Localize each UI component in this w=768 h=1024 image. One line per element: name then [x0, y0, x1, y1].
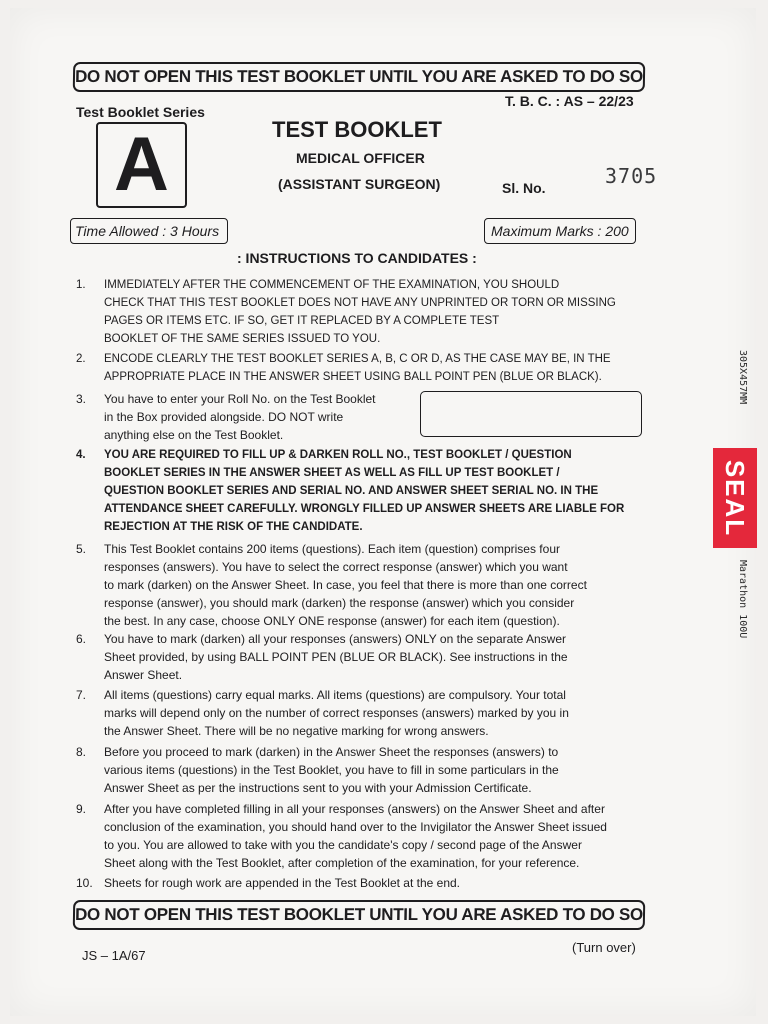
instruction-line: YOU ARE REQUIRED TO FILL UP & DARKEN ROLL NO., TEST BOOKLET / QUESTION	[104, 449, 572, 461]
instruction-number: 7.	[76, 688, 87, 702]
instruction-line: conclusion of the examination, you should hand over to the Invigilator the Answer Sheet issued	[104, 820, 607, 834]
instruction-number: 10.	[76, 876, 93, 890]
instruction-line: ATTENDANCE SHEET CAREFULLY. WRONGLY FILLED UP ANSWER SHEETS ARE LIABLE FOR	[104, 503, 625, 515]
time-allowed-box: Time Allowed : 3 Hours	[70, 218, 228, 244]
post-detail: (ASSISTANT SURGEON)	[278, 176, 441, 192]
post-name: MEDICAL OFFICER	[296, 150, 425, 166]
instruction-number: 6.	[76, 632, 87, 646]
instruction-text	[104, 874, 670, 892]
series-label: Test Booklet Series	[76, 104, 205, 120]
instruction-line: QUESTION BOOKLET SERIES AND SERIAL NO. AND ANSWER SHEET SERIAL NO. IN THE	[104, 485, 599, 497]
seal-sticker	[713, 448, 757, 548]
instruction-number: 2.	[76, 353, 86, 365]
serial-number-value: 3705	[605, 164, 658, 188]
instruction-line: to you. You are allowed to take with you the candidate's copy / second page of the Answer	[104, 838, 582, 852]
instruction-number: 4.	[76, 449, 86, 461]
footer-code: JS – 1A/67	[82, 948, 146, 963]
instruction-line: Answer Sheet.	[104, 668, 183, 682]
instruction-line: PAGES OR ITEMS ETC. IF SO, GET IT REPLACED BY A COMPLETE TEST	[104, 315, 500, 327]
instruction-text	[104, 276, 670, 348]
instruction-text	[104, 350, 670, 386]
maximum-marks-box: Maximum Marks : 200	[484, 218, 636, 244]
booklet-title: TEST BOOKLET	[272, 117, 442, 142]
instruction-text	[104, 390, 424, 444]
instruction-line: All items (questions) carry equal marks. All items (questions) are compulsory. Your total	[104, 688, 566, 702]
instruction-text	[104, 630, 670, 684]
instruction-line: response (answer), you should mark (darken) the response (answer) which you consider	[104, 596, 575, 610]
instruction-number: 5.	[76, 542, 87, 556]
turn-over-label: (Turn over)	[572, 940, 636, 955]
instruction-line: various items (questions) in the Test Booklet, you have to fill in some particulars in the	[104, 763, 559, 777]
instruction-text	[104, 686, 670, 740]
tbc-code: T. B. C. : AS – 22/23	[505, 93, 634, 109]
paper-brand-mark: Marathon 100U	[737, 560, 748, 639]
instruction-line: Sheet provided, by using BALL POINT PEN (BLUE OR BLACK). See instructions in the	[104, 650, 568, 664]
instruction-text	[104, 446, 670, 536]
instruction-line: CHECK THAT THIS TEST BOOKLET DOES NOT HAVE ANY UNPRINTED OR TORN OR MISSING	[104, 297, 616, 309]
instruction-line: the Answer Sheet. There will be no negative marking for wrong answers.	[104, 724, 489, 738]
paper-size-mark: 305X457MM	[737, 350, 748, 405]
series-letter: A	[114, 122, 169, 207]
instruction-line: IMMEDIATELY AFTER THE COMMENCEMENT OF THE EXAMINATION, YOU SHOULD	[104, 279, 560, 291]
instruction-line: You have to enter your Roll No. on the Test Booklet	[104, 392, 376, 406]
instruction-line: BOOKLET OF THE SAME SERIES ISSUED TO YOU.	[104, 333, 381, 345]
instruction-number: 3.	[76, 392, 87, 406]
instruction-line: Before you proceed to mark (darken) in the Answer Sheet the responses (answers) to	[104, 745, 559, 759]
instruction-line: After you have completed filling in all your responses (answers) on the Answer Sheet and after	[104, 802, 605, 816]
instruction-line: Sheet along with the Test Booklet, after completion of the examination, for your reference.	[104, 856, 580, 870]
top-warning-banner: DO NOT OPEN THIS TEST BOOKLET UNTIL YOU ARE ASKED TO DO SO	[73, 62, 646, 92]
instruction-text	[104, 800, 670, 872]
instruction-line: to mark (darken) on the Answer Sheet. In case, you feel that there is more than one correct	[104, 578, 587, 592]
instruction-line: in the Box provided alongside. DO NOT write	[104, 410, 344, 424]
instruction-number: 9.	[76, 802, 87, 816]
instruction-line: Sheets for rough work are appended in the Test Booklet at the end.	[104, 876, 461, 890]
roll-number-box[interactable]	[420, 391, 642, 437]
instructions-heading: : INSTRUCTIONS TO CANDIDATES :	[237, 250, 477, 266]
instruction-line: marks will depend only on the number of correct responses (answers) marked by you in	[104, 706, 569, 720]
instruction-line: the best. In any case, choose ONLY ONE response (answer) for each item (question).	[104, 614, 560, 628]
instruction-line: responses (answers). You have to select the correct response (answer) which you want	[104, 560, 568, 574]
series-letter-box	[96, 122, 187, 208]
instruction-line: REJECTION AT THE RISK OF THE CANDIDATE.	[104, 521, 363, 533]
instruction-line: Answer Sheet as per the instructions sent to you with your Admission Certificate.	[104, 781, 532, 795]
instruction-line: You have to mark (darken) all your responses (answers) ONLY on the separate Answer	[104, 632, 567, 646]
instruction-line: This Test Booklet contains 200 items (questions). Each item (question) comprises four	[104, 542, 560, 556]
instruction-number: 1.	[76, 279, 86, 291]
seal-label: SEAL	[720, 459, 751, 537]
instruction-line: ENCODE CLEARLY THE TEST BOOKLET SERIES A, B, C OR D, AS THE CASE MAY BE, IN THE	[104, 353, 611, 365]
instruction-text	[104, 743, 670, 797]
instruction-line: BOOKLET SERIES IN THE ANSWER SHEET AS WELL AS FILL UP TEST BOOKLET /	[104, 467, 560, 479]
instruction-text	[104, 540, 670, 630]
instruction-number: 8.	[76, 745, 87, 759]
instruction-line: APPROPRIATE PLACE IN THE ANSWER SHEET USING BALL POINT PEN (BLUE OR BLACK).	[104, 371, 602, 383]
bottom-warning-banner: DO NOT OPEN THIS TEST BOOKLET UNTIL YOU ARE ASKED TO DO SO	[73, 900, 646, 930]
instruction-line: anything else on the Test Booklet.	[104, 428, 284, 442]
serial-number-label: Sl. No.	[502, 180, 546, 196]
